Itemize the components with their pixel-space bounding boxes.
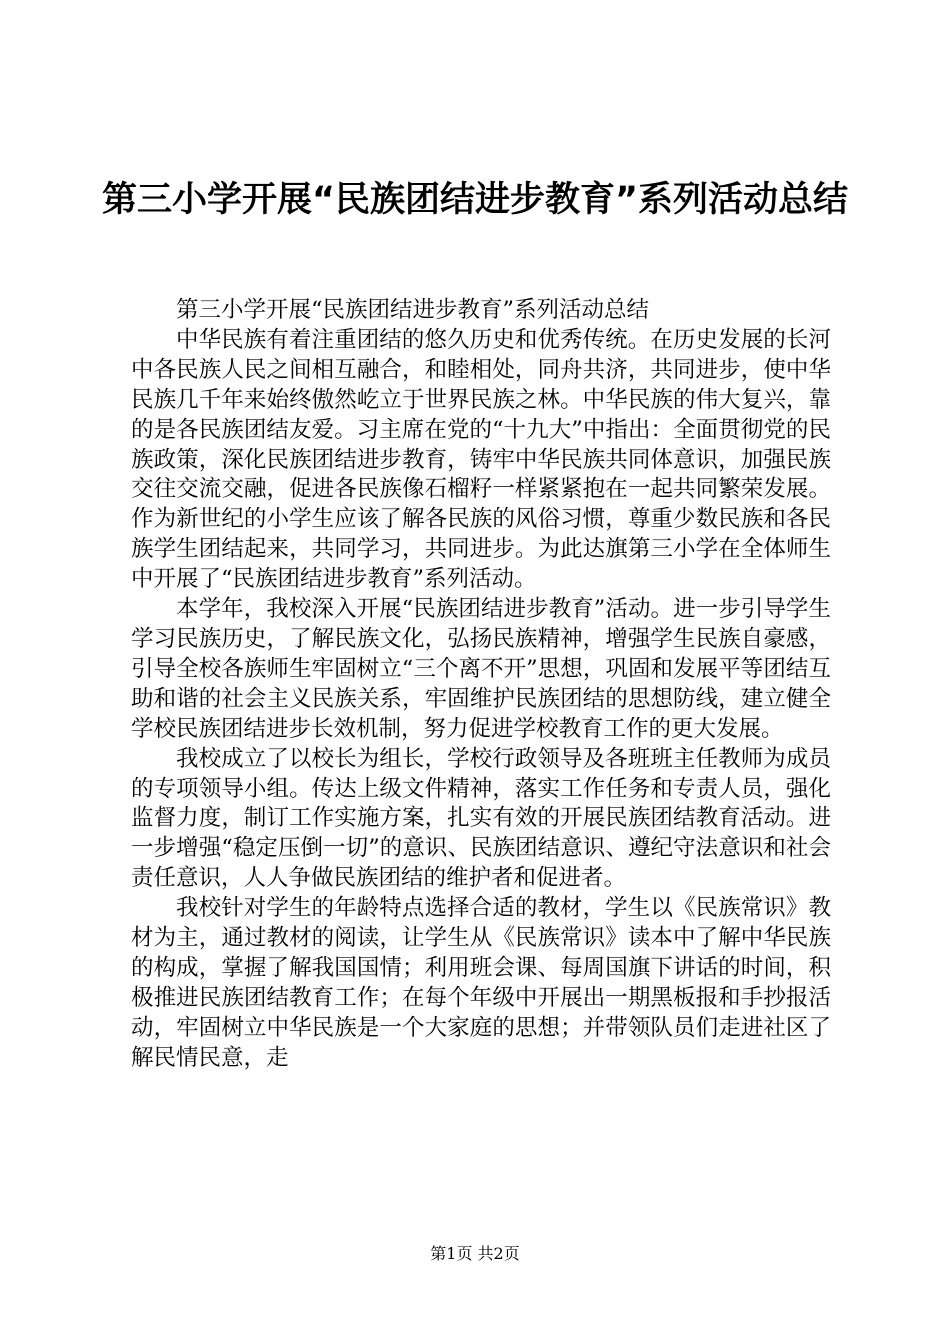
paragraph-1: 中华民族有着注重团结的悠久历史和优秀传统。在历史发展的长河中各民族人民之间相互融合，和睦相处，同舟共济，共同进步，使中华民族几千年来始终傲然屹立于世界民族之林。中华民族的伟大复兴，靠的是各民族团结友爱。习主席在党的“十九大”中指出：全面贯彻党的民族政策，深化民族团结进步教育，铸牢中华民族共同体意识，加强民族交往交流交融，促进各民族像石榴籽一样紧紧抱在一起共同繁荣发展。作为新世纪的小学生应该了解各民族的风俗习惯，尊重少数民族和各民族学生团结起来，共同学习，共同进步。为此达旗第三小学在全体师生中开展了“民族团结进步教育”系列活动。 — [131, 326, 831, 593]
paragraph-2: 本学年，我校深入开展“民族团结进步教育”活动。进一步引导学生学习民族历史，了解民族文化，弘扬民族精神，增强学生民族自豪感，引导全校各族师生牢固树立“三个离不开”思想，巩固和发展平等团结互助和谐的社会主义民族关系，牢固维护民族团结的思想防线，建立健全学校民族团结进步长效机制，努力促进学校教育工作的更大发展。 — [131, 596, 831, 742]
paragraph-4: 我校针对学生的年龄特点选择合适的教材，学生以《民族常识》教材为主，通过教材的阅读，让学生从《民族常识》读本中了解中华民族的构成，掌握了解我国国情；利用班会课、每周国旗下讲话的时间，积极推进民族团结教育工作；在每个年级中开展出一期黑板报和手抄报活动，牢固树立中华民族是一个大家庭的思想；并带领队员们走进社区了解民情民意，走 — [131, 895, 831, 1071]
paragraph-3: 我校成立了以校长为组长，学校行政领导及各班班主任教师为成员的专项领导小组。传达上级文件精神，落实工作任务和专责人员，强化监督力度，制订工作实施方案，扎实有效的开展民族团结教育活动。进一步增强“稳定压倒一切”的意识、民族团结意识、遵纪守法意识和社会责任意识，人人争做民族团结的维护者和促进者。 — [131, 745, 831, 892]
paragraph-subtitle: 第三小学开展“民族团结进步教育”系列活动总结 — [176, 297, 650, 323]
document-body — [131, 296, 831, 1074]
page-footer: 第1页 共2页 — [430, 1244, 520, 1263]
document-title: 第三小学开展“民族团结进步教育”系列活动总结 — [101, 180, 848, 220]
